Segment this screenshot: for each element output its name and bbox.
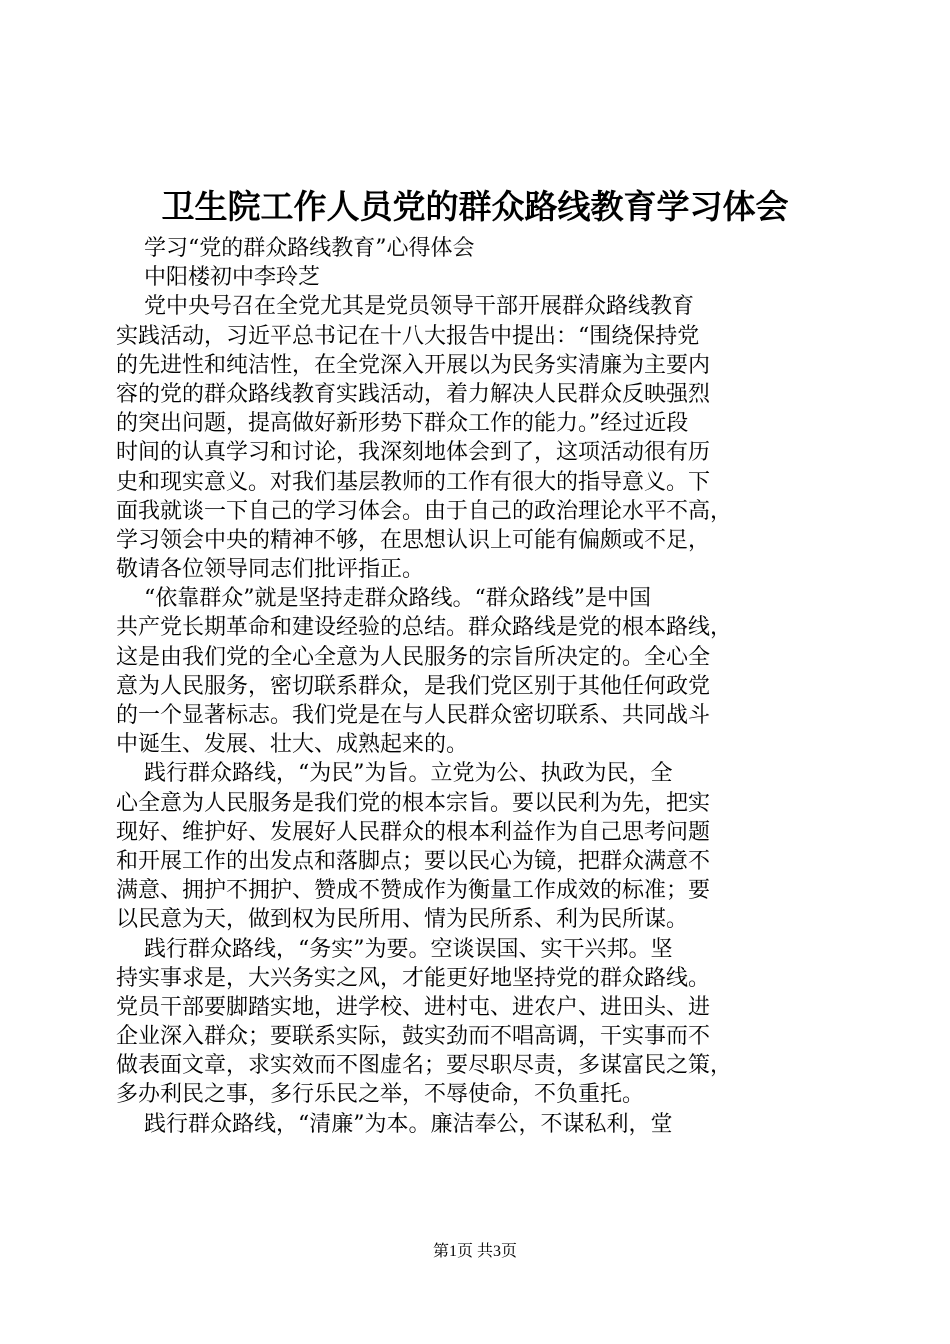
text-line: 做表面文章，求实效而不图虚名；要尽职尽责，多谋富民之策，: [116, 1053, 733, 1079]
text-line: 现好、维护好、发展好人民群众的根本利益作为自己思考问题: [116, 819, 711, 845]
text-line: 践行群众路线，“为民”为旨。立党为公、执政为民，全: [116, 761, 673, 787]
text-line: 党中央号召在全党尤其是党员领导干部开展群众路线教育: [116, 294, 694, 320]
text-line: 共产党长期革命和建设经验的总结。群众路线是党的根本路线，: [116, 615, 733, 641]
text-line: 的一个显著标志。我们党是在与人民群众密切联系、共同战斗: [116, 703, 711, 728]
document-title: 卫生院工作人员党的群众路线教育学习体会: [161, 187, 789, 226]
text-line: 心全意为人民服务是我们党的根本宗旨。要以民利为先，把实: [116, 790, 711, 816]
text-line: 学习“党的群众路线教育”心得体会: [116, 236, 475, 261]
text-line: 践行群众路线，“清廉”为本。廉洁奉公，不谋私利，堂: [116, 1111, 673, 1137]
document-body: [116, 234, 846, 1139]
text-line: 的先进性和纯洁性，在全党深入开展以为民务实清廉为主要内: [116, 352, 711, 378]
text-line: 容的党的群众路线教育实践活动，着力解决人民群众反映强烈: [116, 381, 711, 407]
text-line: 学习领会中央的精神不够，在思想认识上可能有偏颇或不足，: [116, 527, 711, 553]
text-line: 中诞生、发展、壮大、成熟起来的。: [116, 732, 469, 758]
text-line: 多办利民之事，多行乐民之举，不辱使命，不负重托。: [116, 1082, 645, 1108]
text-line: 的突出问题，提高做好新形势下群众工作的能力。”经过近段: [116, 411, 689, 437]
text-line: 持实事求是，大兴务实之风，才能更好地坚持党的群众路线。: [116, 965, 711, 991]
text-line: 史和现实意义。对我们基层教师的工作有很大的指导意义。下: [116, 469, 711, 495]
text-line: 以民意为天，做到权为民所用、情为民所系、利为民所谋。: [116, 907, 689, 933]
page-footer: 第1页 共3页: [432, 1243, 517, 1260]
text-line: 意为人民服务，密切联系群众，是我们党区别于其他任何政党: [116, 673, 711, 699]
text-line: 和开展工作的出发点和落脚点；要以民心为镜，把群众满意不: [116, 848, 711, 874]
text-line: 时间的认真学习和讨论，我深刻地体会到了，这项活动很有历: [116, 440, 711, 466]
text-line: 党员干部要脚踏实地，进学校、进村屯、进农户、进田头、进: [116, 994, 711, 1020]
text-line: 面我就谈一下自己的学习体会。由于自己的政治理论水平不高，: [116, 498, 733, 524]
text-line: 满意、拥护不拥护、赞成不赞成作为衡量工作成效的标准；要: [116, 878, 711, 904]
text-line: 中阳楼初中李玲芝: [116, 265, 320, 291]
text-line: 实践活动，习近平总书记在十八大报告中提出：“围绕保持党: [116, 323, 700, 349]
text-line: 敬请各位领导同志们批评指正。: [116, 557, 425, 583]
text-line: “依靠群众”就是坚持走群众路线。“群众路线”是中国: [116, 586, 651, 612]
text-line: 企业深入群众；要联系实际，鼓实劲而不唱高调，干实事而不: [116, 1024, 711, 1050]
text-line: 这是由我们党的全心全意为人民服务的宗旨所决定的。全心全: [116, 644, 711, 670]
text-line: 践行群众路线，“务实”为要。空谈误国、实干兴邦。坚: [116, 936, 673, 962]
